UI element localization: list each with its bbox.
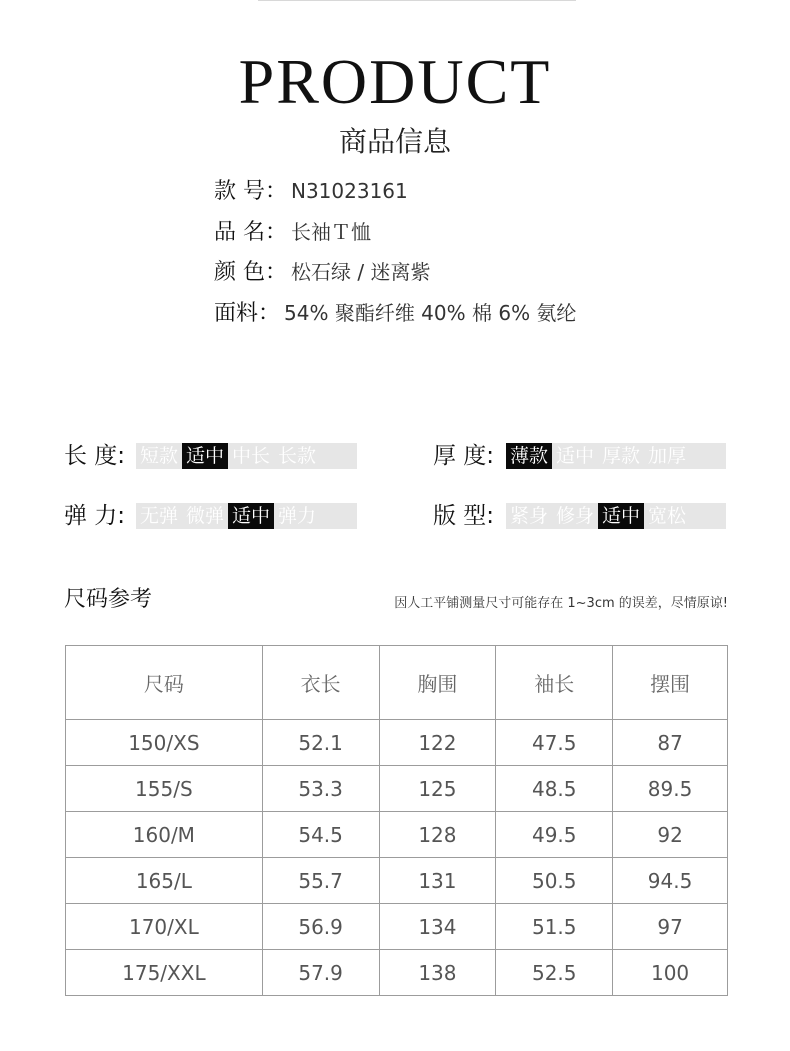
- attribute-scale: [136, 443, 357, 469]
- table-cell: 97: [613, 904, 728, 950]
- attribute-length: [64, 441, 364, 473]
- info-row-product-name: [214, 216, 371, 250]
- attribute-label: 弹 力:: [64, 503, 126, 529]
- info-label: 品 名：: [214, 220, 287, 245]
- column-header-length: 衣长: [262, 646, 379, 720]
- info-value: 54% 聚酯纤维 40% 棉 6% 氨纶: [284, 301, 577, 325]
- table-row: [66, 720, 728, 766]
- attribute-label: 版 型:: [433, 503, 495, 529]
- table-cell: 175/XXL: [66, 950, 263, 996]
- option-long: 长款: [278, 445, 317, 467]
- attribute-label: 厚 度:: [433, 443, 495, 469]
- info-value: 长袖Ｔ恤: [291, 220, 371, 244]
- table-cell: 52.1: [262, 720, 379, 766]
- table-cell: 122: [379, 720, 496, 766]
- table-cell: 160/M: [66, 812, 263, 858]
- table-header-row: [66, 646, 728, 720]
- option-stretch: 弹力: [278, 505, 317, 527]
- option-thick: 厚款: [602, 445, 641, 467]
- info-value: N31023161: [291, 179, 408, 203]
- info-row-fabric: [214, 297, 576, 331]
- table-cell: 134: [379, 904, 496, 950]
- option-mid-long: 中长: [232, 445, 271, 467]
- table-cell: 138: [379, 950, 496, 996]
- table-cell: 53.3: [262, 766, 379, 812]
- attribute-scale: [506, 443, 726, 469]
- table-cell: 170/XL: [66, 904, 263, 950]
- table-cell: 54.5: [262, 812, 379, 858]
- table-row: [66, 858, 728, 904]
- table-row: [66, 812, 728, 858]
- attribute-scale: [506, 503, 726, 529]
- table-cell: 128: [379, 812, 496, 858]
- top-divider: [258, 0, 576, 1]
- option-medium: 适中: [556, 445, 595, 467]
- table-cell: 48.5: [496, 766, 613, 812]
- column-header-size: 尺码: [66, 646, 263, 720]
- attribute-scale: [136, 503, 357, 529]
- table-cell: 52.5: [496, 950, 613, 996]
- option-medium-selected: 适中: [228, 503, 274, 529]
- table-cell: 165/L: [66, 858, 263, 904]
- column-header-chest: 胸围: [379, 646, 496, 720]
- column-header-sleeve: 袖长: [496, 646, 613, 720]
- option-loose: 宽松: [648, 505, 687, 527]
- info-label: 面料：: [214, 301, 281, 326]
- table-cell: 100: [613, 950, 728, 996]
- table-cell: 131: [379, 858, 496, 904]
- option-extra-thick: 加厚: [648, 445, 687, 467]
- option-short: 短款: [140, 445, 179, 467]
- table-cell: 57.9: [262, 950, 379, 996]
- table-cell: 92: [613, 812, 728, 858]
- attribute-fit: [433, 501, 733, 533]
- table-cell: 50.5: [496, 858, 613, 904]
- option-slight-stretch: 微弹: [186, 505, 225, 527]
- attribute-thickness: [433, 441, 733, 473]
- info-row-color: [214, 256, 430, 290]
- option-regular-selected: 适中: [598, 503, 644, 529]
- page-title: PRODUCT: [238, 46, 552, 117]
- table-cell: 49.5: [496, 812, 613, 858]
- option-slim: 修身: [556, 505, 595, 527]
- table-row: [66, 950, 728, 996]
- option-medium-selected: 适中: [182, 443, 228, 469]
- size-chart-title: 尺码参考: [64, 587, 153, 612]
- size-chart-note: 因人工平铺测量尺寸可能存在 1~3cm 的误差，尽情原谅!: [394, 596, 728, 611]
- column-header-hem: 摆围: [613, 646, 728, 720]
- table-row: [66, 766, 728, 812]
- option-thin-selected: 薄款: [506, 443, 552, 469]
- page-subtitle: 商品信息: [338, 125, 451, 158]
- table-cell: 51.5: [496, 904, 613, 950]
- option-no-stretch: 无弹: [140, 505, 179, 527]
- table-cell: 89.5: [613, 766, 728, 812]
- attribute-label: 长 度:: [64, 443, 126, 469]
- table-cell: 87: [613, 720, 728, 766]
- info-row-style-number: [214, 175, 408, 209]
- size-table: [65, 645, 728, 996]
- table-cell: 94.5: [613, 858, 728, 904]
- table-cell: 150/XS: [66, 720, 263, 766]
- table-row: [66, 904, 728, 950]
- table-cell: 155/S: [66, 766, 263, 812]
- table-cell: 125: [379, 766, 496, 812]
- info-value: 松石绿 / 迷离紫: [291, 260, 431, 284]
- info-label: 颜 色：: [214, 260, 287, 285]
- table-cell: 56.9: [262, 904, 379, 950]
- table-cell: 47.5: [496, 720, 613, 766]
- info-label: 款 号：: [214, 179, 287, 204]
- option-tight: 紧身: [510, 505, 549, 527]
- attribute-elasticity: [64, 501, 364, 533]
- table-cell: 55.7: [262, 858, 379, 904]
